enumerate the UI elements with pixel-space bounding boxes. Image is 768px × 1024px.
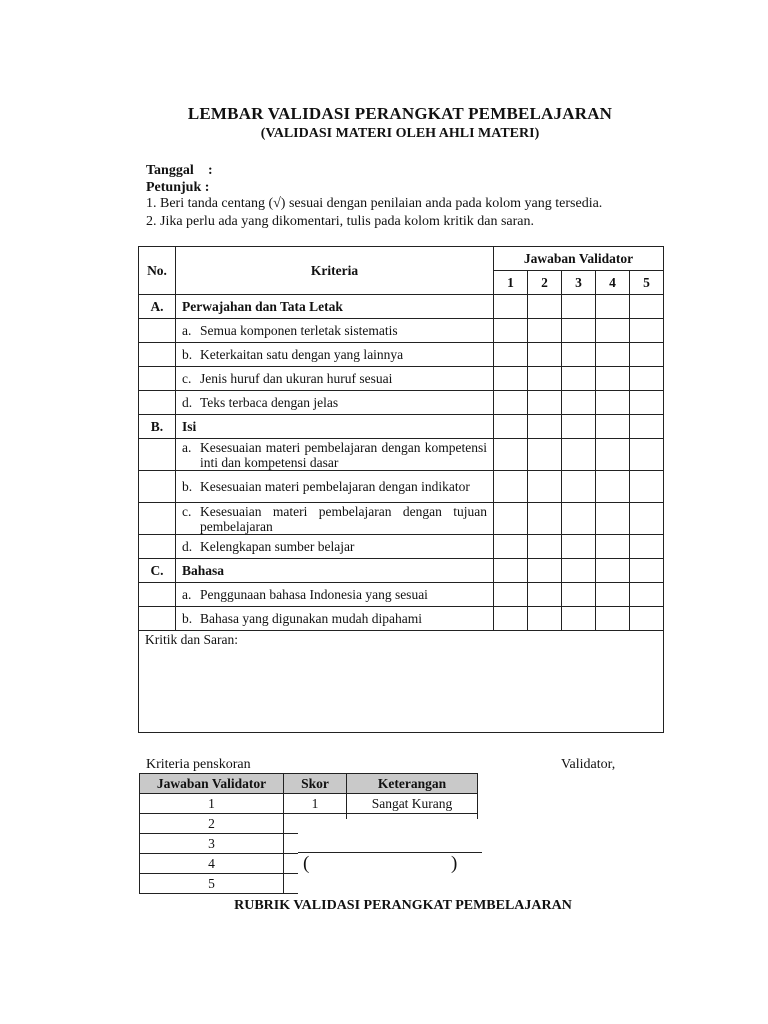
score-cell[interactable] (528, 471, 562, 503)
comment-row (139, 631, 664, 733)
scoring-cell: 1 (284, 794, 347, 814)
date-line (146, 163, 213, 179)
score-cell[interactable] (528, 343, 562, 367)
instruction-step-2: 2. Jika perlu ada yang dikomentari, tulis pada kolom kritik dan saran. (146, 214, 535, 229)
score-cell[interactable] (562, 607, 596, 631)
score-cell[interactable] (596, 503, 630, 535)
score-cell[interactable] (494, 607, 528, 631)
score-cell[interactable] (596, 471, 630, 503)
score-cell[interactable] (494, 439, 528, 471)
score-cell[interactable] (630, 367, 664, 391)
item-letter: a. (182, 586, 192, 602)
score-cell[interactable] (494, 319, 528, 343)
score-cell[interactable] (562, 503, 596, 535)
score-cell[interactable] (630, 319, 664, 343)
criteria-row (139, 535, 664, 559)
score-cell[interactable] (630, 439, 664, 471)
score-cell[interactable] (494, 415, 528, 439)
score-cell[interactable] (562, 583, 596, 607)
score-cell[interactable] (494, 367, 528, 391)
criteria-row (139, 367, 664, 391)
score-cell[interactable] (562, 471, 596, 503)
score-cell[interactable] (562, 367, 596, 391)
section-no: C. (139, 559, 176, 583)
score-cell[interactable] (494, 535, 528, 559)
item-letter: d. (182, 394, 193, 410)
score-cell[interactable] (528, 319, 562, 343)
score-cell[interactable] (562, 415, 596, 439)
scoring-cell: Sangat Kurang (347, 794, 478, 814)
score-header-3: 3 (562, 271, 596, 295)
item-text: Kesesuaian materi pembelajaran dengan tujuan pembelajaran (200, 503, 487, 534)
item-text: Kelengkapan sumber belajar (200, 538, 355, 554)
score-cell[interactable] (630, 391, 664, 415)
score-cell[interactable] (562, 295, 596, 319)
score-cell[interactable] (494, 503, 528, 535)
item-text: Kesesuaian materi pembelajaran dengan indikator (200, 478, 470, 494)
score-cell[interactable] (596, 343, 630, 367)
score-cell[interactable] (562, 391, 596, 415)
rubric-title: RUBRIK VALIDASI PERANGKAT PEMBELAJARAN (234, 898, 572, 913)
date-colon: : (208, 163, 213, 178)
score-cell[interactable] (528, 415, 562, 439)
scoring-cell: 2 (140, 814, 284, 834)
item-text: Kesesuaian materi pembelajaran dengan kompetensi inti dan kompetensi dasar (200, 439, 487, 470)
score-cell[interactable] (630, 559, 664, 583)
validation-table (138, 246, 664, 733)
scoring-header: Skor (284, 774, 347, 794)
item-letter: c. (182, 503, 192, 519)
score-cell[interactable] (596, 583, 630, 607)
scoring-cell: 5 (140, 874, 284, 894)
score-header-1: 1 (494, 271, 528, 295)
score-cell[interactable] (528, 535, 562, 559)
signature-paren-open: ( (303, 853, 310, 874)
criteria-row (139, 503, 664, 535)
scoring-cell: 4 (140, 854, 284, 874)
document-title: LEMBAR VALIDASI PERANGKAT PEMBELAJARAN (187, 104, 613, 123)
score-cell[interactable] (596, 319, 630, 343)
instructions-label: Petunjuk : (146, 180, 210, 195)
score-cell[interactable] (630, 503, 664, 535)
score-cell[interactable] (630, 415, 664, 439)
criteria-row (139, 471, 664, 503)
item-letter: c. (182, 370, 192, 386)
score-cell[interactable] (528, 607, 562, 631)
section-name: Bahasa (176, 559, 494, 583)
header-answer: Jawaban Validator (494, 247, 664, 271)
signature-paren-close: ) (451, 853, 458, 874)
scoring-header: Jawaban Validator (140, 774, 284, 794)
date-label: Tanggal (146, 163, 194, 178)
item-letter: a. (182, 322, 192, 338)
section-row-c (139, 559, 664, 583)
criteria-row (139, 391, 664, 415)
section-no: B. (139, 415, 176, 439)
score-cell[interactable] (528, 439, 562, 471)
section-name: Isi (176, 415, 494, 439)
score-cell[interactable] (596, 295, 630, 319)
comment-label: Kritik dan Saran: (145, 632, 238, 647)
criteria-row (139, 319, 664, 343)
score-cell[interactable] (562, 343, 596, 367)
score-cell[interactable] (596, 439, 630, 471)
score-cell[interactable] (528, 367, 562, 391)
score-cell[interactable] (494, 295, 528, 319)
score-cell[interactable] (494, 343, 528, 367)
score-cell[interactable] (528, 559, 562, 583)
header-no: No. (139, 247, 176, 295)
item-text: Semua komponen terletak sistematis (200, 322, 398, 338)
score-cell[interactable] (562, 319, 596, 343)
scoring-label: Kriteria penskoran (146, 757, 251, 772)
score-cell[interactable] (630, 607, 664, 631)
item-letter: b. (182, 610, 193, 626)
score-cell[interactable] (494, 471, 528, 503)
score-cell[interactable] (596, 607, 630, 631)
section-row-a (139, 295, 664, 319)
score-cell[interactable] (562, 559, 596, 583)
score-cell[interactable] (528, 583, 562, 607)
score-cell[interactable] (562, 535, 596, 559)
header-criteria: Kriteria (176, 247, 494, 295)
item-text: Keterkaitan satu dengan yang lainnya (200, 346, 404, 362)
score-cell[interactable] (630, 295, 664, 319)
item-letter: b. (182, 478, 193, 494)
item-letter: d. (182, 538, 193, 554)
score-cell[interactable] (596, 415, 630, 439)
table-header-row (139, 247, 664, 271)
score-cell[interactable] (630, 583, 664, 607)
section-no: A. (139, 295, 176, 319)
score-cell[interactable] (494, 391, 528, 415)
item-letter: a. (182, 439, 192, 455)
criteria-row (139, 439, 664, 471)
score-cell[interactable] (630, 471, 664, 503)
score-cell[interactable] (528, 503, 562, 535)
comment-box[interactable] (139, 631, 664, 733)
item-text: Teks terbaca dengan jelas (200, 394, 339, 410)
score-cell[interactable] (630, 343, 664, 367)
criteria-row (139, 583, 664, 607)
score-cell[interactable] (494, 559, 528, 583)
score-cell[interactable] (596, 559, 630, 583)
scoring-header-row (140, 774, 478, 794)
score-cell[interactable] (494, 583, 528, 607)
table-row (140, 794, 478, 814)
score-cell[interactable] (630, 535, 664, 559)
score-header-2: 2 (528, 271, 562, 295)
score-cell[interactable] (562, 439, 596, 471)
score-cell[interactable] (596, 367, 630, 391)
score-cell[interactable] (596, 391, 630, 415)
criteria-row (139, 343, 664, 367)
scoring-cell: 1 (140, 794, 284, 814)
document-subtitle: (VALIDASI MATERI OLEH AHLI MATERI) (260, 126, 540, 141)
item-letter: b. (182, 346, 193, 362)
instruction-step-1: 1. Beri tanda centang (√) sesuai dengan penilaian anda pada kolom yang tersedia. (146, 196, 603, 211)
signature-area (298, 819, 498, 899)
criteria-row (139, 607, 664, 631)
scoring-cell: 3 (140, 834, 284, 854)
validator-label: Validator, (561, 757, 616, 772)
score-cell[interactable] (596, 535, 630, 559)
section-row-b (139, 415, 664, 439)
score-header-5: 5 (630, 271, 664, 295)
section-name: Perwajahan dan Tata Letak (176, 295, 494, 319)
score-header-4: 4 (596, 271, 630, 295)
scoring-header: Keterangan (347, 774, 478, 794)
score-cell[interactable] (528, 295, 562, 319)
item-text: Bahasa yang digunakan mudah dipahami (200, 610, 422, 626)
item-text: Penggunaan bahasa Indonesia yang sesuai (200, 586, 428, 602)
score-cell[interactable] (528, 391, 562, 415)
item-text: Jenis huruf dan ukuran huruf sesuai (200, 370, 393, 386)
